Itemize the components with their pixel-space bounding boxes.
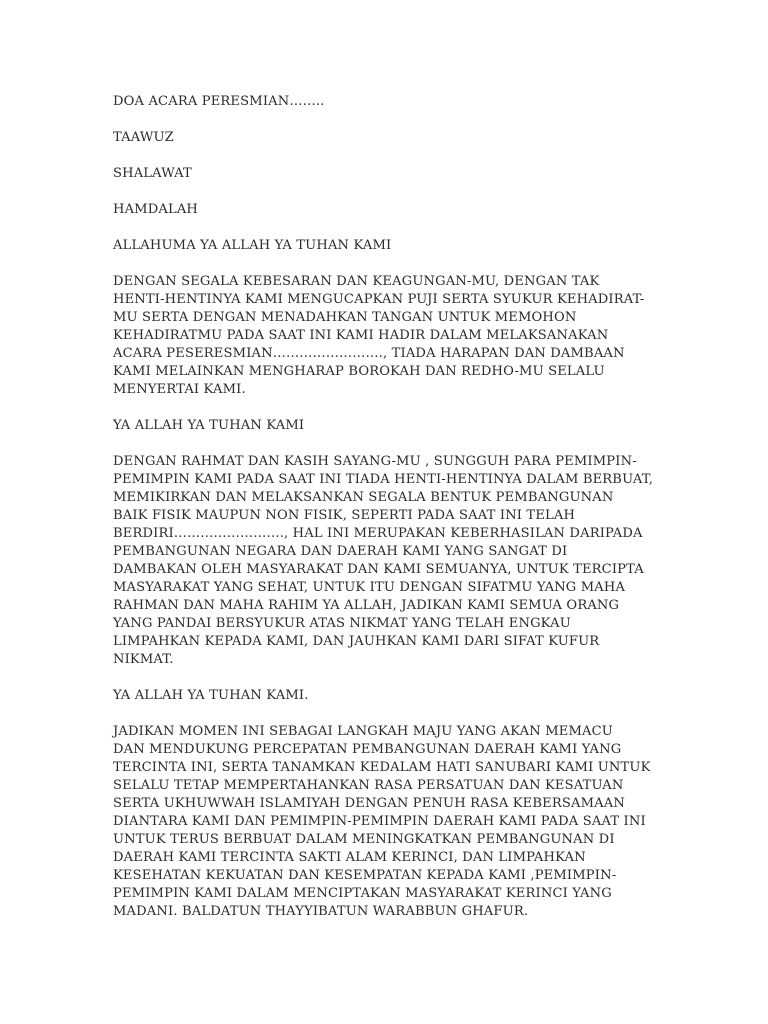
document-page xyxy=(113,93,658,939)
document-title: DOA ACARA PERESMIAN…….. xyxy=(113,94,325,109)
section-heading-2: YA ALLAH YA TUHAN KAMI xyxy=(113,418,305,433)
taawuz-line: TAAWUZ xyxy=(113,130,174,145)
hamdalah-line: HAMDALAH xyxy=(113,202,199,217)
shalawat-line: SHALAWAT xyxy=(113,166,192,181)
paragraph-2: DENGAN RAHMAT DAN KASIH SAYANG-MU , SUNGGUH PARA PEMIMPIN- PEMIMPIN KAMI PADA SAAT INI TIADA HENTI-HENTINYA DALAM BERBUAT, MEMIKIRKAN DAN MELAKSANKAN SEGALA BENTUK PEMBANGUNAN BAIK FISIK MAUPUN NON FISIK, SEPERTI PADA SAAT INI TELAH BERDIRI……………………., HAL INI MERUPAKAN KEBERHASILAN DARIPADA PEMBANGUNAN NEGARA DAN DAERAH KAMI YANG SANGAT DI DAMBAKAN OLEH MASYARAKAT DAN KAMI SEMUANYA, UNTUK TERCIPTA MASYARAKAT YANG SEHAT, UNTUK ITU DENGAN SIFATMU YANG MAHA RAHMAN DAN MAHA RAHIM YA ALLAH, JADIKAN KAMI SEMUA ORANG YANG PANDAI BERSYUKUR ATAS NIKMAT YANG TELAH ENGKAU LIMPAHKAN KEPADA KAMI, DAN JAUHKAN KAMI DARI SIFAT KUFUR NIKMAT. xyxy=(113,454,654,667)
paragraph-1: DENGAN SEGALA KEBESARAN DAN KEAGUNGAN-MU, DENGAN TAK HENTI-HENTINYA KAMI MENGUCAPKAN PUJI SERTA SYUKUR KEHADIRAT- MU SERTA DENGAN MENADAHKAN TANGAN UNTUK MEMOHON KEHADIRATMU PADA SAAT INI KAMI HADIR DALAM MELAKSANAKAN ACARA PESERESMIAN……………………., TIADA HARAPAN DAN DAMBAAN KAMI MELAINKAN MENGHARAP BOROKAH DAN REDHO-MU SELALU MENYERTAI KAMI. xyxy=(113,274,645,397)
paragraph-3: JADIKAN MOMEN INI SEBAGAI LANGKAH MAJU YANG AKAN MEMACU DAN MENDUKUNG PERCEPATAN PEMBANGUNAN DAERAH KAMI YANG TERCINTA INI, SERTA TANAMKAN KEDALAM HATI SANUBARI KAMI UNTUK SELALU TETAP MEMPERTAHANKAN RASA PERSATUAN DAN KESATUAN SERTA UKHUWWAH ISLAMIYAH DENGAN PENUH RASA KEBERSAMAAN DIANTARA KAMI DAN PEMIMPIN-PEMIMPIN DAERAH KAMI PADA SAAT INI UNTUK TERUS BERBUAT DALAM MENINGKATKAN PEMBANGUNAN DI DAERAH KAMI TERCINTA SAKTI ALAM KERINCI, DAN LIMPAHKAN KESEHATAN KEKUATAN DAN KESEMPATAN KEPADA KAMI ,PEMIMPIN- PEMIMPIN KAMI DALAM MENCIPTAKAN MASYARAKAT KERINCI YANG MADANI. BALDATUN THAYYIBATUN WARABBUN GHAFUR. xyxy=(113,724,651,919)
section-heading-3: YA ALLAH YA TUHAN KAMI. xyxy=(113,688,309,703)
section-heading-1: ALLAHUMA YA ALLAH YA TUHAN KAMI xyxy=(113,238,392,253)
